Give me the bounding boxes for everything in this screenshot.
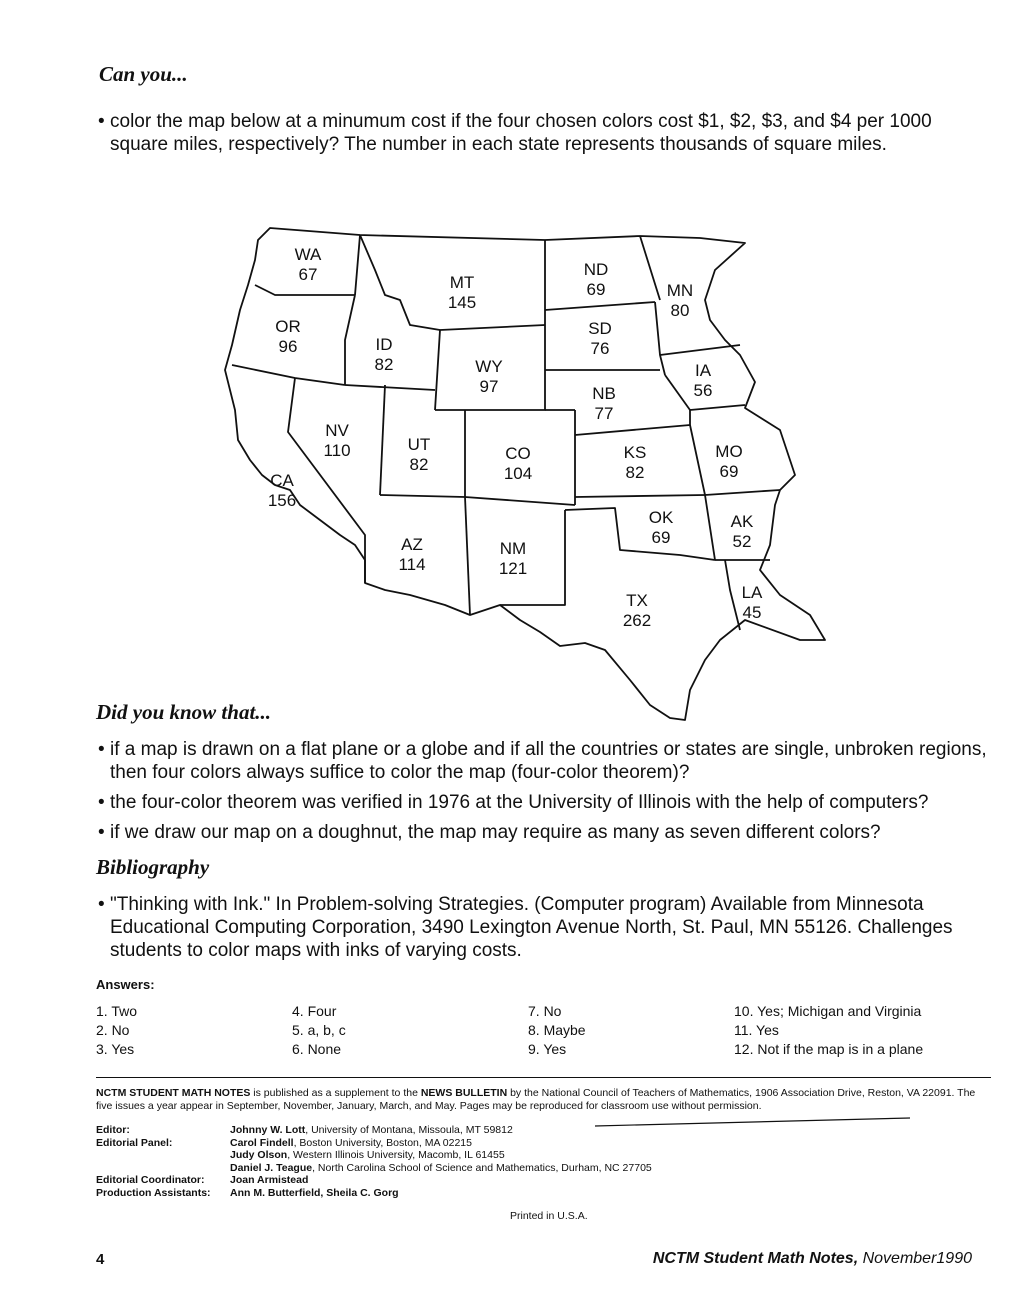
state-ca-abbr: CA bbox=[270, 471, 294, 490]
state-az-value: 114 bbox=[398, 555, 426, 574]
bibliography-heading: Bibliography bbox=[96, 855, 210, 879]
border-wa-id bbox=[355, 235, 360, 295]
publisher-notice: NCTM STUDENT MATH NOTES is published as a supplement to the NEWS BULLETIN by the National Council of Teachers of Mathematics, 1906 Association Drive, Reston, VA 22091. The five issues a year appear in September, November, January, March, and May. Pages may be reproduced for classroom use without permission. bbox=[96, 1087, 976, 1112]
fact-2: • the four-color theorem was verified in 1976 at the University of Illinois with the help of computers? bbox=[98, 792, 929, 813]
state-nb-value: 77 bbox=[594, 404, 614, 423]
state-mt-abbr: MT bbox=[449, 273, 475, 292]
answer-item: 3. Yes bbox=[96, 1041, 135, 1057]
fact-1: • if a map is drawn on a flat plane or a globe and if all the countries or states are single, unbroken regions, then four colors always suffice to color the map (four-color theorem)? bbox=[98, 739, 987, 783]
state-ut-abbr: UT bbox=[407, 435, 431, 454]
state-id-value: 82 bbox=[374, 355, 394, 374]
state-ca-value: 156 bbox=[267, 491, 297, 510]
state-ia-value: 56 bbox=[693, 381, 713, 400]
staff-row: Daniel J. Teague, North Carolina School of Science and Mathematics, Durham, NC 27705 bbox=[230, 1161, 652, 1174]
state-co-value: 104 bbox=[503, 464, 533, 483]
state-or-abbr: OR bbox=[275, 317, 301, 336]
state-sd-value: 76 bbox=[590, 339, 610, 358]
bullet-icon: • bbox=[98, 894, 105, 915]
state-nv-abbr: NV bbox=[325, 421, 349, 440]
border-la-tx bbox=[725, 560, 740, 630]
state-labels bbox=[268, 245, 763, 630]
border-id-mt bbox=[360, 235, 440, 330]
border-nv-ut bbox=[380, 385, 385, 495]
border-nd-mn bbox=[640, 236, 660, 300]
answers-column-4 bbox=[734, 1002, 923, 1059]
state-mt-value: 145 bbox=[447, 293, 477, 312]
border-nv-ca bbox=[288, 378, 365, 583]
state-la-value: 45 bbox=[742, 603, 762, 622]
state-tx-abbr: TX bbox=[626, 591, 648, 610]
question-text: color the map below at a minumum cost if the four chosen colors cost $1, $2, $3, and $4 per 1000 square miles, respectively? The number in each state represents thousands of square miles. bbox=[110, 111, 932, 155]
border-ks-ok bbox=[575, 495, 705, 497]
border-ia-mo bbox=[690, 405, 745, 410]
state-mo-abbr: MO bbox=[715, 442, 743, 461]
state-ks-abbr: KS bbox=[623, 443, 647, 462]
state-wa-value: 67 bbox=[298, 265, 318, 284]
state-wy-value: 97 bbox=[479, 377, 499, 396]
answer-item: 6. None bbox=[292, 1041, 342, 1057]
staff-row: Editor: Johnny W. Lott, University of Montana, Missoula, MT 59812 bbox=[96, 1124, 513, 1136]
border-ut-az bbox=[380, 495, 465, 497]
border-ok-tx bbox=[565, 508, 715, 560]
state-mo-value: 69 bbox=[719, 462, 739, 481]
publication-credit bbox=[653, 1250, 972, 1268]
border-mo-ak bbox=[705, 490, 780, 495]
state-ia-abbr: IA bbox=[694, 361, 712, 380]
border-or-ca bbox=[232, 365, 345, 385]
state-tx-value: 262 bbox=[622, 611, 652, 630]
publication-date: November1990 bbox=[858, 1250, 972, 1267]
border-nd-sd bbox=[545, 302, 655, 310]
answer-item: 4. Four bbox=[292, 1003, 337, 1019]
state-ok-abbr: OK bbox=[648, 508, 674, 527]
border-az-nm bbox=[465, 497, 470, 615]
state-mn-abbr: MN bbox=[666, 281, 694, 300]
border-ia-nb bbox=[665, 375, 690, 410]
state-ok-value: 69 bbox=[651, 528, 671, 547]
border-or-id bbox=[345, 295, 355, 385]
bibliography-entry: • "Thinking with Ink." In Problem-solving Strategies. (Computer program) Available from Minnesota Educational Computing Corporation, 3490 Lexington Avenue North, St. Paul, MN 55126. Challenges students to color maps with inks of varying costs. bbox=[98, 894, 953, 961]
staff-row: Editorial Coordinator: Joan Armistead bbox=[96, 1174, 309, 1186]
state-mn-value: 80 bbox=[670, 301, 690, 320]
state-wa-abbr: WA bbox=[294, 245, 322, 264]
page-number: 4 bbox=[96, 1251, 105, 1268]
answer-item: 1. Two bbox=[96, 1003, 137, 1019]
answer-item: 2. No bbox=[96, 1022, 130, 1038]
bullet-icon: • bbox=[98, 111, 105, 132]
state-sd-abbr: SD bbox=[588, 319, 612, 338]
border-mt-wy bbox=[440, 325, 545, 330]
answers-column-1 bbox=[96, 1002, 137, 1059]
state-az-abbr: AZ bbox=[401, 535, 423, 554]
state-nm-value: 121 bbox=[498, 559, 528, 578]
bullet-icon: • bbox=[98, 792, 105, 813]
did-you-know-heading: Did you know that... bbox=[96, 700, 272, 724]
state-co-abbr: CO bbox=[505, 444, 531, 463]
answer-item: 7. No bbox=[528, 1003, 562, 1019]
state-or-value: 96 bbox=[278, 337, 298, 356]
answer-item: 12. Not if the map is in a plane bbox=[734, 1041, 924, 1057]
answer-item: 11. Yes bbox=[734, 1022, 779, 1038]
state-ks-value: 82 bbox=[625, 463, 645, 482]
border-ks-mo bbox=[690, 425, 705, 495]
border-sd-mn bbox=[655, 302, 665, 375]
border-ok-ak bbox=[705, 495, 715, 560]
answer-item: 9. Yes bbox=[528, 1041, 567, 1057]
publication-name: NCTM Student Math Notes, bbox=[652, 1250, 859, 1267]
fact-3: • if we draw our map on a doughnut, the map may require as many as seven different colors? bbox=[98, 822, 881, 843]
border-id-nv bbox=[345, 385, 435, 390]
state-wy-abbr: WY bbox=[475, 357, 503, 376]
answer-item: 8. Maybe bbox=[528, 1022, 586, 1038]
can-you-heading: Can you... bbox=[99, 62, 188, 86]
border-mn-ia bbox=[660, 345, 740, 355]
answers-column-2 bbox=[292, 1002, 346, 1059]
state-nd-abbr: ND bbox=[583, 260, 609, 279]
border-co-nm bbox=[465, 497, 575, 505]
staff-list bbox=[96, 1124, 991, 1199]
bullet-icon: • bbox=[98, 739, 105, 760]
printed-in: Printed in U.S.A. bbox=[510, 1210, 588, 1222]
bullet-icon: • bbox=[98, 822, 105, 843]
staff-row: Editorial Panel: Carol Findell, Boston University, Boston, MA 02215 bbox=[96, 1136, 472, 1149]
state-nd-value: 69 bbox=[586, 280, 606, 299]
state-nm-abbr: NM bbox=[499, 539, 527, 558]
answers-label: Answers: bbox=[96, 977, 155, 992]
divider bbox=[96, 1077, 991, 1078]
state-id-abbr: ID bbox=[375, 335, 393, 354]
state-nv-value: 110 bbox=[323, 441, 351, 460]
staff-row: Production Assistants: Ann M. Butterfield, Sheila C. Gorg bbox=[96, 1186, 399, 1199]
state-ak-abbr: AK bbox=[730, 512, 754, 531]
border-nb-ks bbox=[575, 425, 690, 435]
border-id-wy bbox=[435, 330, 440, 410]
answer-item: 10. Yes; Michigan and Virginia bbox=[734, 1003, 922, 1019]
answer-item: 5. a, b, c bbox=[292, 1022, 346, 1038]
border-wa-or bbox=[255, 285, 355, 295]
state-ut-value: 82 bbox=[409, 455, 429, 474]
answers-column-3 bbox=[528, 1002, 586, 1059]
state-la-abbr: LA bbox=[741, 583, 763, 602]
staff-row: Judy Olson, Western Illinois University, Macomb, IL 61455 bbox=[230, 1149, 505, 1161]
state-nb-abbr: NB bbox=[592, 384, 616, 403]
state-ak-value: 52 bbox=[732, 532, 752, 551]
